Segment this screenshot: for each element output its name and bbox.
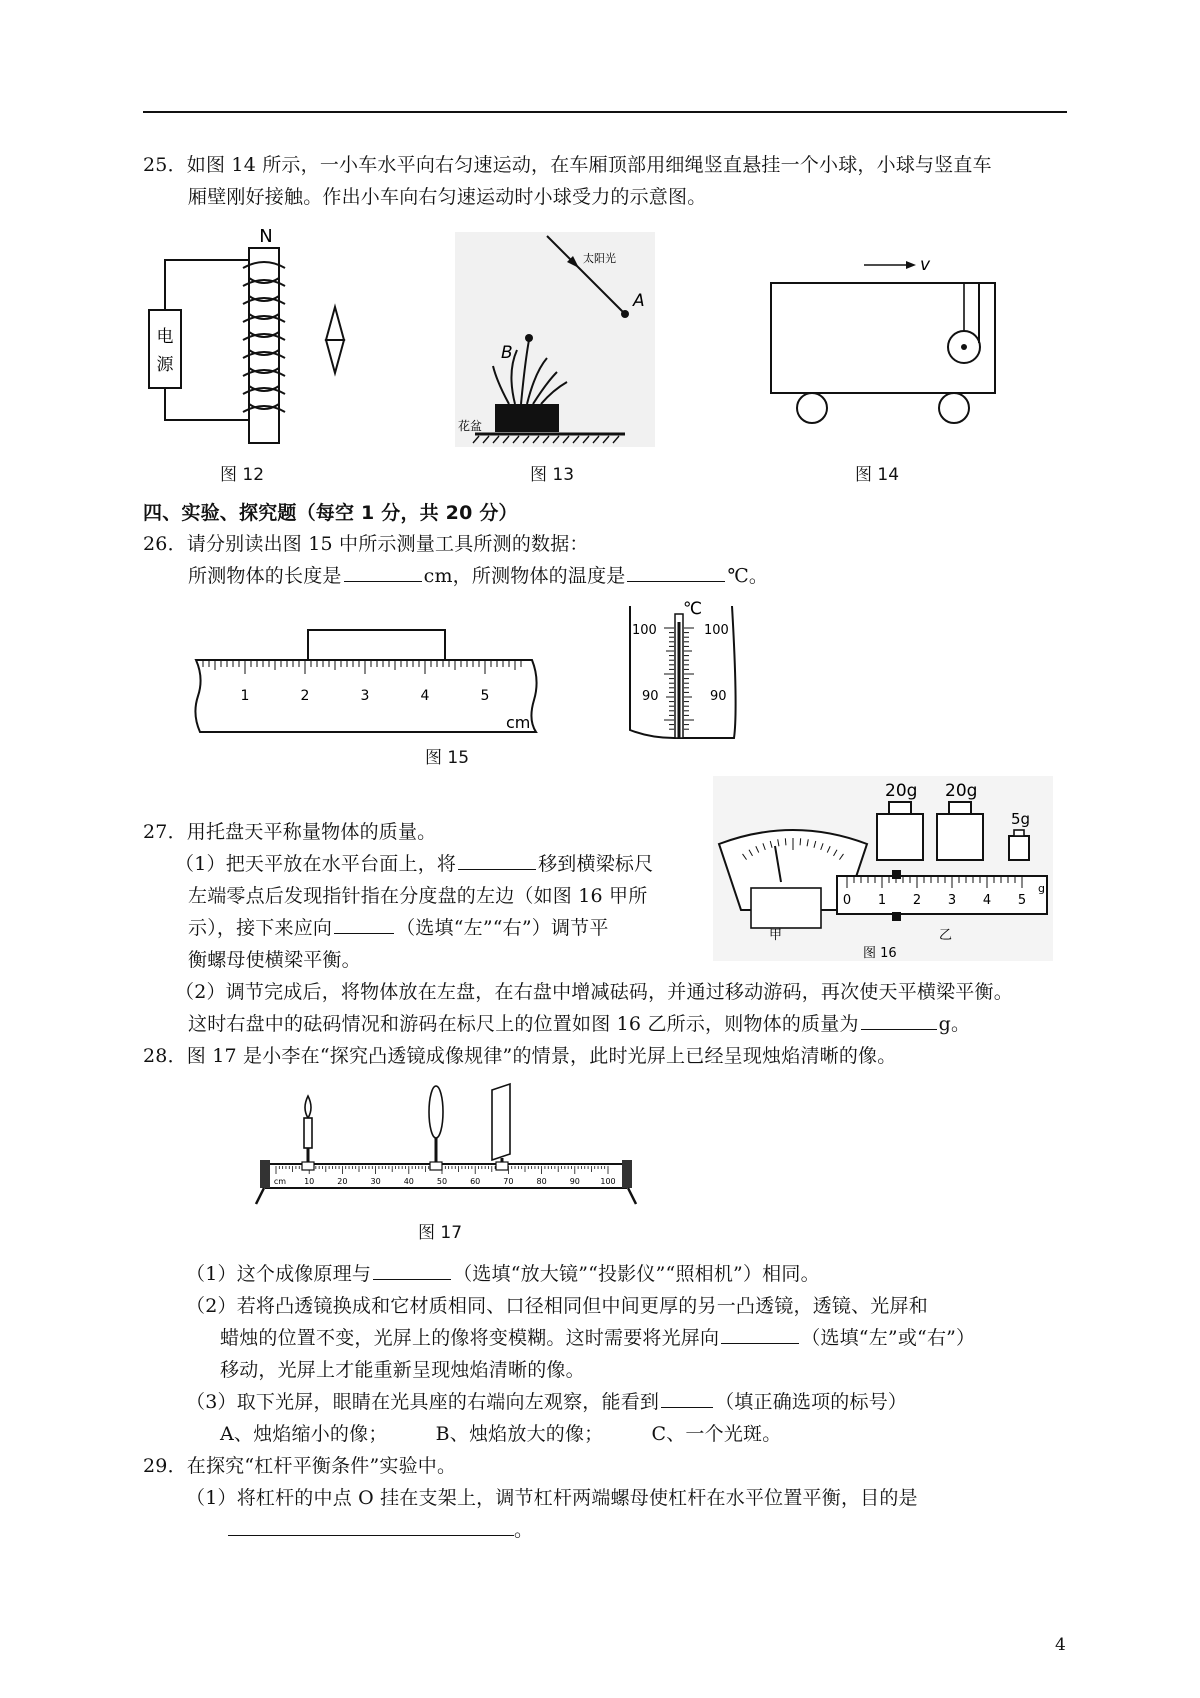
scale-tick-label: 5 [1017,893,1027,908]
q27-line1: 27．用托盘天平称量物体的质量。 [143,821,437,843]
q28-p1-text-b: （选填“放大镜”“投影仪”“照相机”）相同。 [453,1263,820,1285]
q26-text-c: ℃。 [727,565,769,587]
q28-p2-line2 [220,1323,975,1353]
figure-15-thermometer [628,600,738,740]
fig14-caption: 图 14 [855,465,900,485]
ruler-tick-label: 1 [240,688,250,704]
q29-line1: 29．在探究“杠杆平衡条件”实验中。 [143,1455,457,1477]
q27-direction-blank[interactable] [334,913,394,934]
figure-14 [768,255,1008,430]
bench-tick-label: 30 [370,1177,381,1186]
bench-tick-label: 70 [503,1177,514,1186]
fig13-point-b-label: B [501,343,513,363]
q27-p1-text-b: 移到横梁标尺 [538,853,654,875]
page-number: 4 [1055,1635,1066,1655]
figure-13 [455,232,655,447]
scale-tick-label: 1 [877,893,887,908]
therm-label-90-right: 90 [710,689,727,704]
fig12-source-label-1: 电 [156,327,174,347]
header-rule [143,111,1067,113]
bench-tick-label: 40 [403,1177,414,1186]
measured-object [308,630,445,660]
scale-tick-label: 3 [947,893,957,908]
q27-p1-line2: 左端零点后发现指针指在分度盘的左边（如图 16 甲所 [188,885,648,907]
therm-label-100-left: 100 [632,623,657,638]
ruler-tick-label: 4 [420,688,430,704]
q28-p2-line3: 移动，光屏上才能重新呈现烛焰清晰的像。 [220,1359,585,1381]
fig12-source-label-2: 源 [156,355,174,375]
bench-tick-label: 20 [337,1177,348,1186]
point-b [525,334,533,342]
figure-15-ruler [190,628,550,738]
q28-p3-text-b: （填正确选项的标号） [715,1391,908,1413]
cart-body [771,283,995,393]
bench-tick-label: 80 [536,1177,547,1186]
q28-principle-blank[interactable] [373,1259,451,1280]
fig15-caption: 图 15 [425,748,470,768]
q25-line2: 厢壁刚好接触。作出小车向右匀速运动时小球受力的示意图。 [188,186,707,208]
q28-p1-text-a: （1）这个成像原理与 [186,1263,372,1285]
q28-p3-text-a: （3）取下光屏，眼睛在光具座的右端向左观察，能看到 [186,1391,660,1413]
fig13-light-label: 太阳光 [583,252,616,265]
q26-temp-blank[interactable] [627,561,725,582]
fig16-label-jia: 甲 [769,928,783,943]
light-screen [492,1084,510,1160]
ball-center [961,344,967,350]
q28-p1 [186,1259,820,1289]
q28-p2-line1: （2）若将凸透镜换成和它材质相同、口径相同但中间更厚的另一凸透镜，透镜、光屏和 [186,1295,928,1317]
weight-label-2: 20g [945,781,978,801]
bench-tick-label: 90 [569,1177,580,1186]
therm-label-100-right: 100 [704,623,729,638]
fig14-velocity-label: v [920,255,931,275]
fig13-caption: 图 13 [530,465,575,485]
q27-p1-text-a: （1）把天平放在水平台面上，将 [175,853,457,875]
scale-unit-label: g [1038,882,1045,895]
q27-p2-text-a: 这时右盘中的砝码情况和游码在标尺上的位置如图 16 乙所示，则物体的质量为 [188,1013,859,1035]
q25-line1: 25．如图 14 所示，一小车水平向右匀速运动，在车厢顶部用细绳竖直悬挂一个小球，小球与竖直车 [143,154,992,176]
fig16-label-yi: 乙 [939,928,953,943]
weight-5g [1009,836,1029,860]
point-a [621,310,629,318]
q26-length-blank[interactable] [344,561,422,582]
ruler-tick-label: 3 [360,688,370,704]
flower-pot [495,404,559,432]
q28-line1: 28．图 17 是小李在“探究凸透镜成像规律”的情景，此时光屏上已经呈现烛焰清晰的像。 [143,1045,897,1067]
figure-16 [713,776,1053,961]
weight-20g-2 [937,814,983,860]
bench-tick-label: cm [273,1177,287,1186]
q27-rider-blank[interactable] [458,849,536,870]
ruler-tick-label: 5 [480,688,490,704]
q28-observe-blank[interactable] [661,1387,713,1408]
q28-p2-text-b: （选填“左”或“右”） [801,1327,976,1349]
section4-title: 四、实验、探究题（每空 1 分，共 20 分） [143,502,518,524]
candle-flame [305,1096,311,1118]
q28-screen-blank[interactable] [721,1323,799,1344]
fig17-caption: 图 17 [418,1223,463,1243]
bench-tick-label: 60 [470,1177,481,1186]
rider-bottom [892,912,901,921]
q28-p2-text-a: 蜡烛的位置不变，光屏上的像将变模糊。这时需要将光屏向 [220,1327,720,1349]
scale-tick-label: 2 [912,893,922,908]
rider-top [892,870,901,879]
scale-tick-label: 4 [982,893,992,908]
q28-p3 [186,1387,907,1417]
q27-p1-line3 [188,913,609,943]
q27-p1-line1 [175,849,653,879]
q26-line2 [188,561,768,591]
candle [304,1118,312,1148]
weight-label-1: 20g [885,781,918,801]
figure-12 [145,222,365,452]
ruler-tick-label: 2 [300,688,310,704]
fig12-pole-label: N [259,226,273,247]
therm-unit-label: ℃ [683,599,703,619]
q27-p2-line1: （2）调节完成后，将物体放在左盘，在右盘中增减砝码，并通过移动游码，再次使天平横梁平衡。 [175,981,1013,1003]
q29-p1-line2 [228,1515,533,1545]
fig12-caption: 图 12 [220,465,265,485]
q27-p1-line3-a: 示），接下来应向 [188,917,333,939]
q26-line1: 26．请分别读出图 15 中所示测量工具所测的数据： [143,533,589,555]
therm-label-90-left: 90 [642,689,659,704]
q27-p2-line2 [188,1009,970,1039]
fig13-pot-label: 花盆 [458,419,483,433]
fig16-caption: 图 16 [863,946,897,961]
convex-lens [429,1086,443,1138]
fig13-point-a-label: A [633,291,645,311]
weight-20g-1 [877,814,923,860]
bench-tick-label: 100 [600,1177,616,1186]
weight-label-3: 5g [1011,810,1031,828]
q29-p1: （1）将杠杆的中点 O 挂在支架上，调节杠杆两端螺母使杠杆在水平位置平衡，目的是 [186,1487,918,1509]
q27-p1-line4: 衡螺母使横梁平衡。 [188,949,361,971]
q29-p1-end: 。 [514,1519,534,1541]
q29-purpose-blank[interactable] [228,1517,514,1536]
figure-17 [252,1080,642,1220]
q26-text-a: 所测物体的长度是 [188,565,342,587]
q27-p2-text-b: g。 [938,1013,971,1035]
q26-text-b: cm，所测物体的温度是 [423,565,626,587]
scale-tick-label: 0 [842,893,852,908]
q27-p1-line3-b: （选填“左”“右”）调节平 [396,917,609,939]
bench-tick-label: 10 [304,1177,315,1186]
q28-options: A、烛焰缩小的像； B、烛焰放大的像； C、一个光斑。 [220,1423,782,1445]
bench-tick-label: 50 [436,1177,448,1186]
ruler-unit-label: cm [506,713,531,732]
q27-mass-blank[interactable] [861,1009,937,1030]
